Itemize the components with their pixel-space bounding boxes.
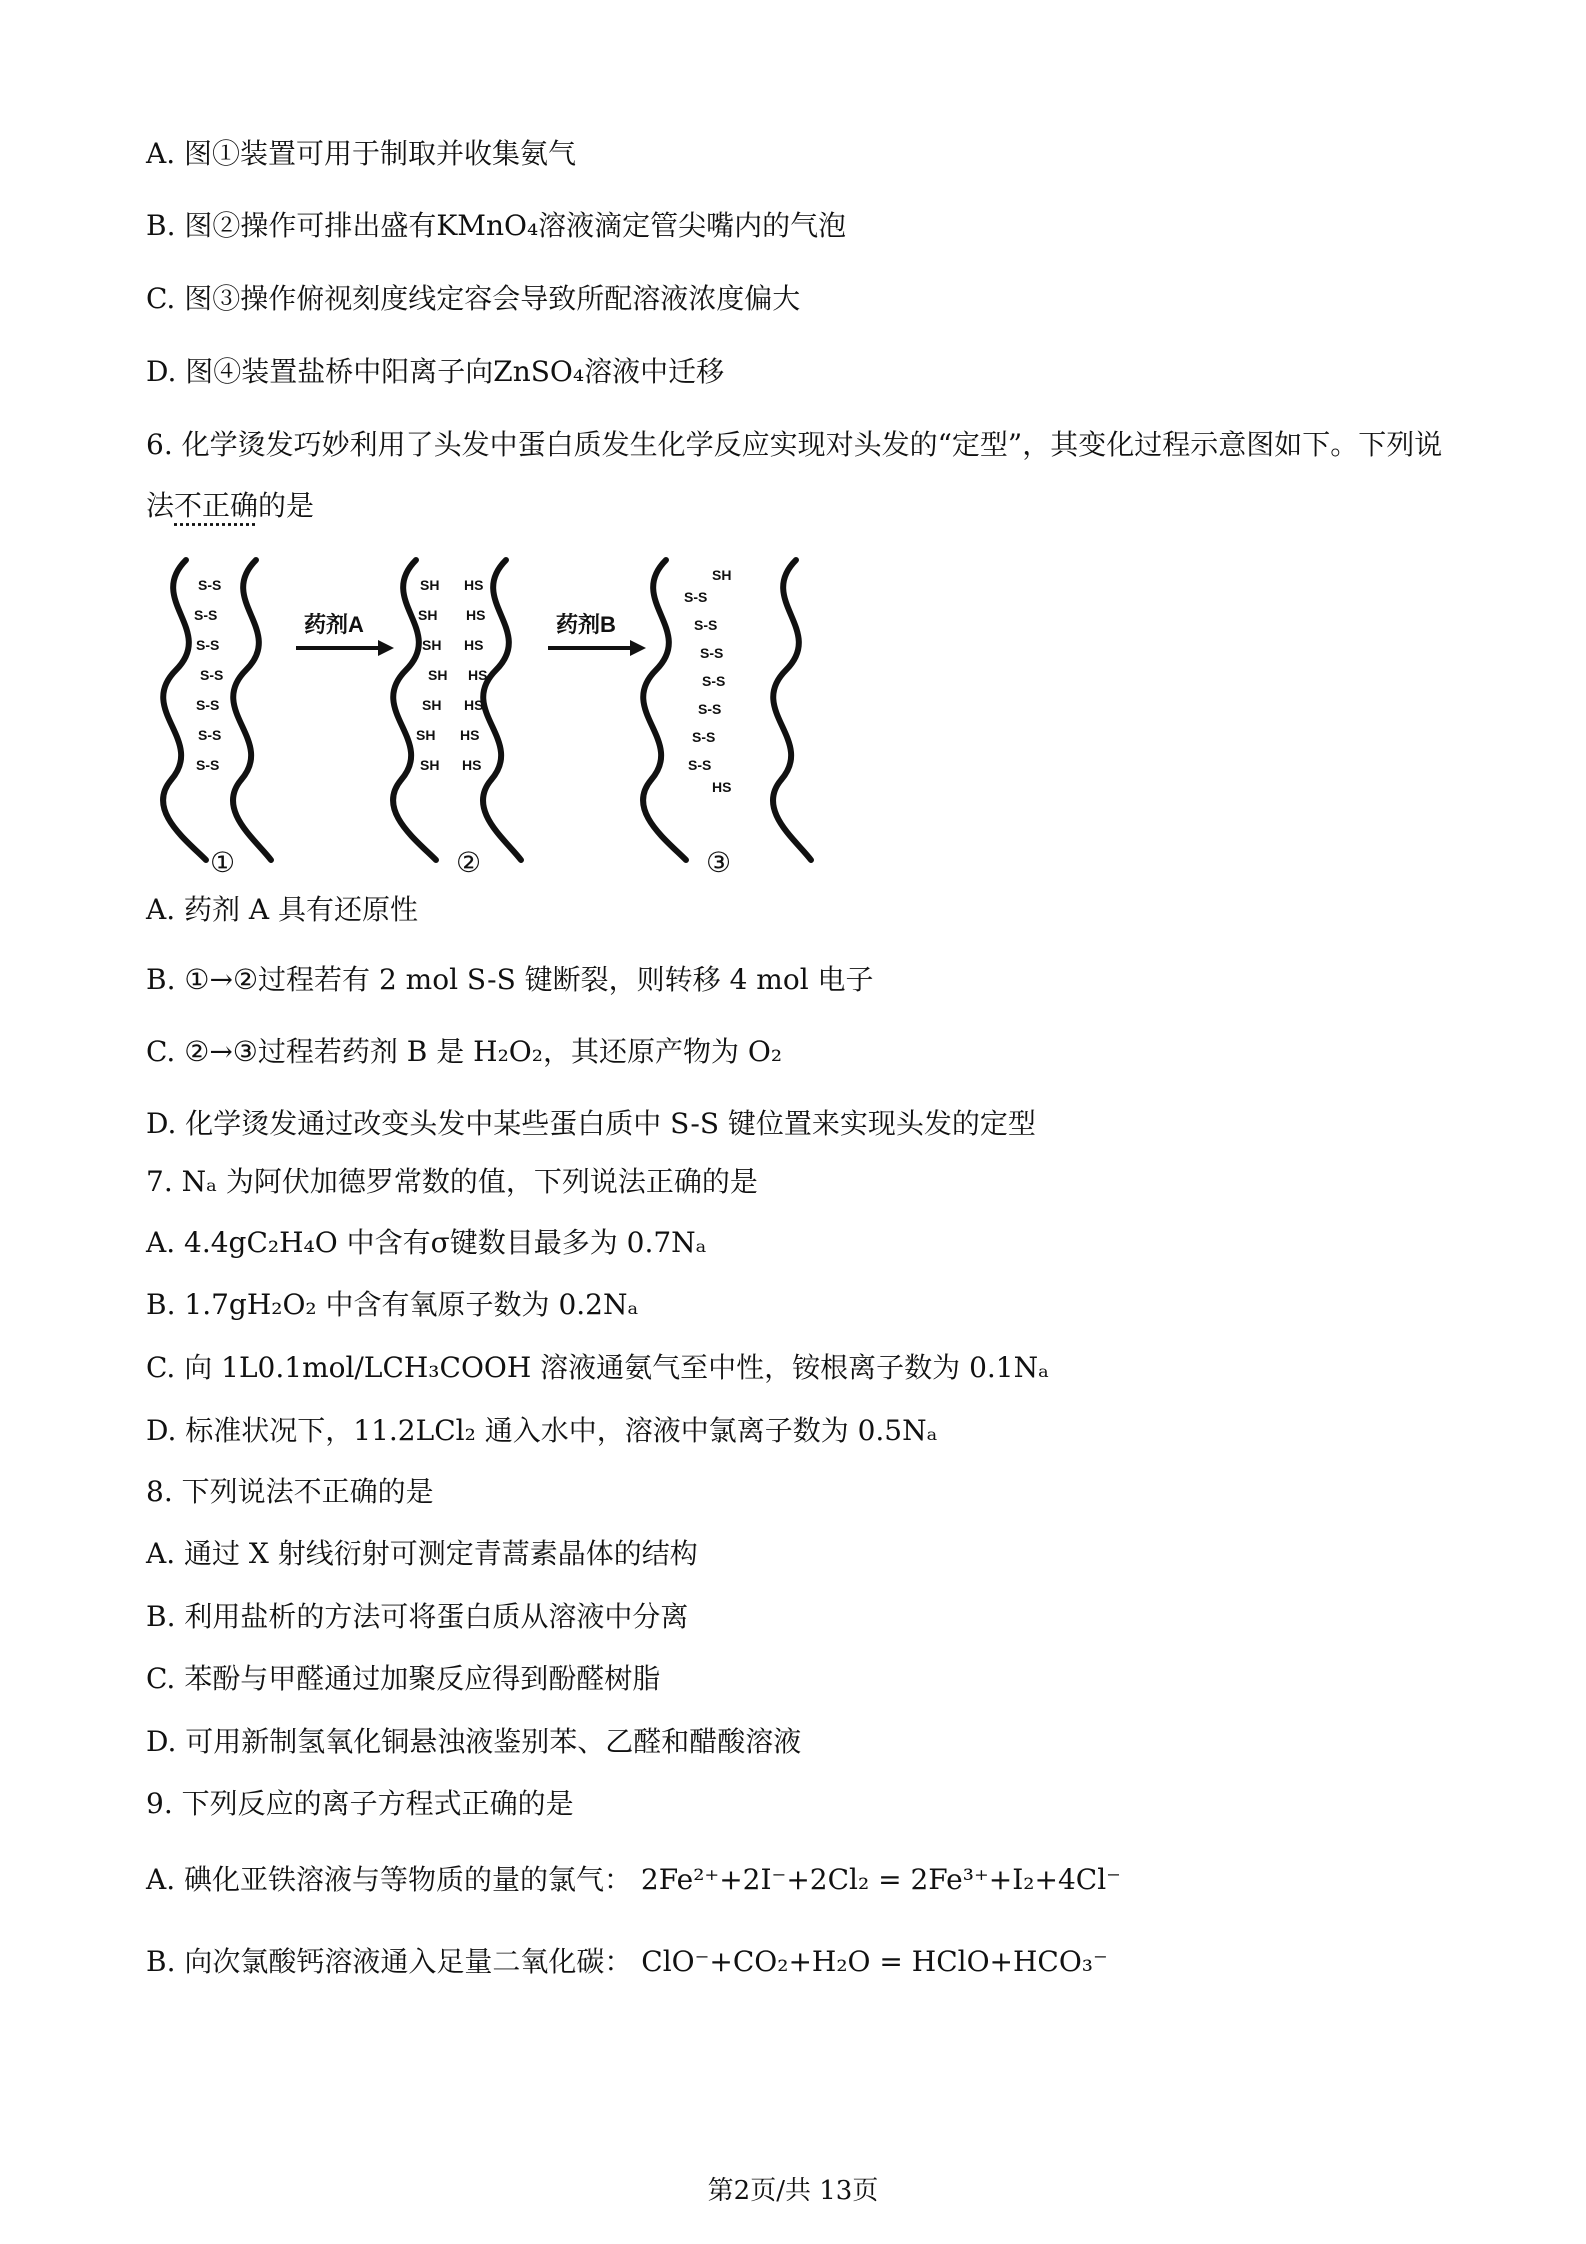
stage-label-2: ② <box>456 846 482 879</box>
helix-2-sh-4: SH <box>428 667 448 683</box>
helix-3-bond-6: S-S <box>692 729 716 745</box>
q7-option-c: C. 向 1L0.1mol/LCH₃COOH 溶液通氨气至中性，铵根离子数为 0.1Nₐ <box>146 1351 1049 1384</box>
q6-stem-line2 <box>146 488 314 524</box>
helix-3-left-strand <box>643 560 686 860</box>
helix-3-right-strand <box>773 560 811 860</box>
q8-option-c: C. 苯酚与甲醛通过加聚反应得到酚醛树脂 <box>146 1662 661 1695</box>
helix-2-hs-3: HS <box>464 637 484 653</box>
helix-3-bond-3: S-S <box>700 645 724 661</box>
helix-2-sh-7: SH <box>420 757 440 773</box>
q7-option-d: D. 标准状况下，11.2LCl₂ 通入水中，溶液中氯离子数为 0.5Nₐ <box>146 1414 938 1447</box>
q7-stem: 7. Nₐ 为阿伏加德罗常数的值，下列说法正确的是 <box>146 1165 758 1198</box>
q5-option-a: A. 图①装置可用于制取并收集氨气 <box>146 137 577 170</box>
q7-option-a: A. 4.4gC₂H₄O 中含有σ键数目最多为 0.7Nₐ <box>146 1226 707 1259</box>
q8-option-d: D. 可用新制氢氧化铜悬浊液鉴别苯、乙醛和醋酸溶液 <box>146 1725 802 1758</box>
reagent-b-arrow <box>548 612 646 656</box>
helix-3-bond-5: S-S <box>698 701 722 717</box>
q6-option-a: A. 药剂 A 具有还原性 <box>146 893 419 926</box>
hair-perm-svg <box>146 540 826 880</box>
helix-2-hs-5: HS <box>464 697 484 713</box>
q6-stem-line1: 6. 化学烫发巧妙利用了头发中蛋白质发生化学反应实现对头发的“定型”，其变化过程示意图如下。下列说 <box>146 428 1443 461</box>
helix-1-bond-3: S-S <box>196 637 220 653</box>
q6-option-c: C. ②→③过程若药剂 B 是 H₂O₂，其还原产物为 O₂ <box>146 1035 783 1068</box>
helix-3-bond-4: S-S <box>702 673 726 689</box>
q5-option-c: C. 图③操作俯视刻度线定容会导致所配溶液浓度偏大 <box>146 282 801 315</box>
q5-option-d: D. 图④装置盐桥中阳离子向ZnSO₄溶液中迁移 <box>146 355 725 388</box>
helix-2-hs-2: HS <box>466 607 486 623</box>
helix-1-bond-6: S-S <box>198 727 222 743</box>
helix-3-hs-bottom: HS <box>712 779 732 795</box>
helix-1-bond-7: S-S <box>196 757 220 773</box>
helix-2-sh-3: SH <box>422 637 442 653</box>
reagent-a-label: 药剂A <box>304 612 364 637</box>
helix-2-sh-5: SH <box>422 697 442 713</box>
page-footer: 第2页/共 13页 <box>707 2176 879 2206</box>
helix-3-sh-top: SH <box>712 567 732 583</box>
q7-option-b: B. 1.7gH₂O₂ 中含有氧原子数为 0.2Nₐ <box>146 1288 639 1321</box>
q6-option-d: D. 化学烫发通过改变头发中某些蛋白质中 S-S 键位置来实现头发的定型 <box>146 1107 1036 1140</box>
helix-2-hs-7: HS <box>462 757 482 773</box>
q6-option-b: B. ①→②过程若有 2 mol S-S 键断裂，则转移 4 mol 电子 <box>146 963 874 996</box>
helix-1-right-strand <box>233 560 271 860</box>
helix-2-sh-1: SH <box>420 577 440 593</box>
q6-stem-prefix: 法 <box>146 489 175 522</box>
stage-label-1: ① <box>210 846 236 879</box>
hair-perm-diagram <box>146 540 826 880</box>
helix-2-sh-2: SH <box>418 607 438 623</box>
q6-stem-suffix: 的是 <box>258 489 315 522</box>
q8-option-b: B. 利用盐析的方法可将蛋白质从溶液中分离 <box>146 1600 689 1633</box>
helix-1-bond-1: S-S <box>198 577 222 593</box>
helix-3-bond-7: S-S <box>688 757 712 773</box>
q9-option-a: A. 碘化亚铁溶液与等物质的量的氯气： 2Fe²⁺+2I⁻+2Cl₂ = 2Fe³⁺+I₂+4Cl⁻ <box>146 1863 1121 1896</box>
helix-2-hs-1: HS <box>464 577 484 593</box>
q9-stem: 9. 下列反应的离子方程式正确的是 <box>146 1787 574 1820</box>
stage-label-3: ③ <box>706 846 732 879</box>
helix-3-bond-2: S-S <box>694 617 718 633</box>
helix-3-bond-1: S-S <box>684 589 708 605</box>
helix-1-bond-4: S-S <box>200 667 224 683</box>
helix-1-bond-2: S-S <box>194 607 218 623</box>
helix-2-sh-6: SH <box>416 727 436 743</box>
reagent-a-arrow <box>296 612 394 656</box>
q6-stem-emphasis: 不正确 <box>174 489 259 522</box>
q9-option-b: B. 向次氯酸钙溶液通入足量二氧化碳： ClO⁻+CO₂+H₂O = HClO+HCO₃⁻ <box>146 1945 1108 1978</box>
helix-2-right-strand <box>483 560 521 860</box>
reagent-b-label: 药剂B <box>556 612 616 637</box>
helix-2-hs-6: HS <box>460 727 480 743</box>
q8-stem: 8. 下列说法不正确的是 <box>146 1475 434 1508</box>
helix-1-bond-5: S-S <box>196 697 220 713</box>
q8-option-a: A. 通过 X 射线衍射可测定青蒿素晶体的结构 <box>146 1537 698 1570</box>
q5-option-b: B. 图②操作可排出盛有KMnO₄溶液滴定管尖嘴内的气泡 <box>146 209 847 242</box>
helix-2-hs-4: HS <box>468 667 488 683</box>
